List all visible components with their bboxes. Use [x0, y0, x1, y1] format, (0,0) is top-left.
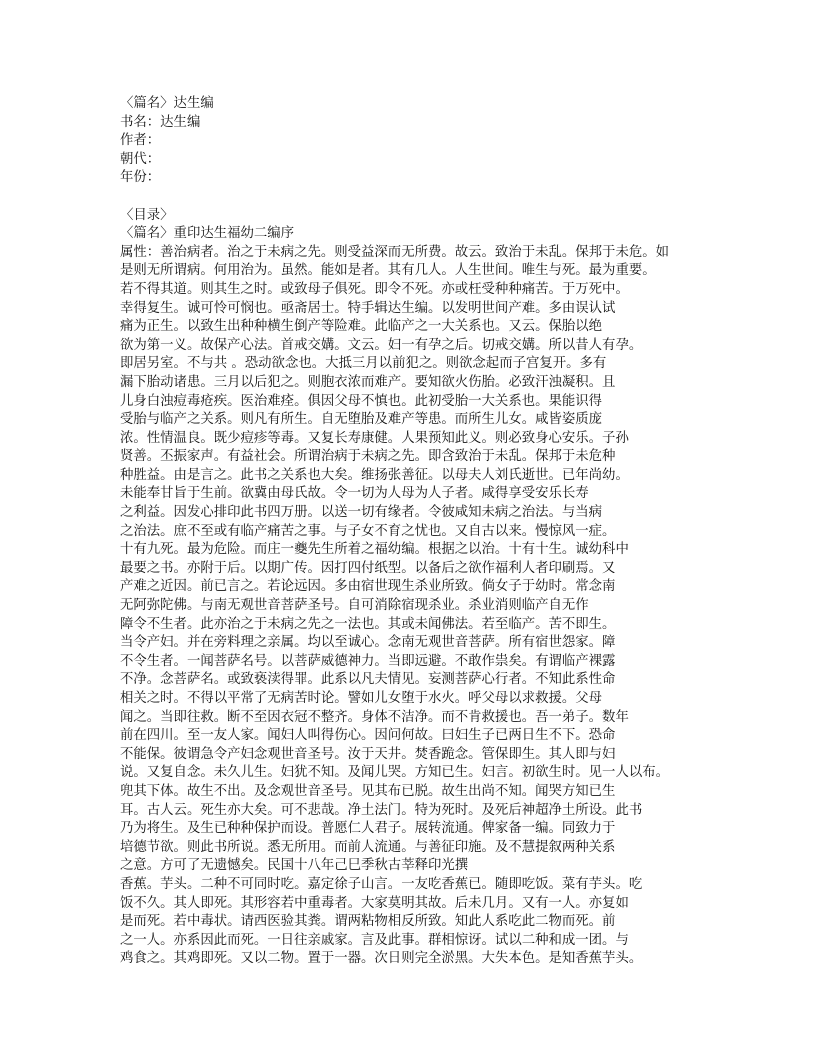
body-line: 无阿弥陀佛。与南无观世音菩萨圣号。自可消除宿现杀业。杀业消则临产自无作 [120, 598, 589, 614]
dynasty-field: 朝代： [120, 151, 161, 167]
book-name: 书名：达生编 [120, 114, 201, 130]
body-line: 最要之书。亦附于后。以期广传。因打四付纸型。以备后之欲作福利人者印刷焉。又 [120, 560, 616, 576]
body-line: 是则无所谓病。何用治为。虽然。能如是者。其有几人。人生世间。唯生与死。最为重要。 [120, 263, 656, 279]
body-line: 不净。念菩萨名。或致亵渎得罪。此系以凡夫情见。妄测菩萨心行者。不知此系性命 [120, 672, 616, 688]
body-line: 即居另室。不与共 。恐动欲念也。大抵三月以前犯之。则欲念起而子宫复开。多有 [120, 356, 607, 372]
year-field: 年份： [120, 170, 161, 186]
body-line: 饭不久。其人即死。其形容若中重毒者。大家莫明其故。后未几月。又有一人。亦复如 [120, 895, 629, 911]
body-line: 障令不生者。此亦治之于未病之先之一法也。其或未闻佛法。若至临产。苦不即生。 [120, 616, 616, 632]
body-line: 培德节欲。则此书所说。悉无所用。而前人流通。与善征印施。及不慧提叙两种关系 [120, 839, 616, 855]
body-line: 当令产妇。并在旁料理之亲属。均以至诚心。念南无观世音菩萨。所有宿世怨家。障 [120, 635, 616, 651]
body-line: 幸得复生。诚可怜可悯也。亟斋居士。特手辑达生编。以发明世间产难。多由误认试 [120, 300, 616, 316]
body-line: 欲为第一义。故保产心法。首戒交媾。文云。妇一有孕之后。切戒交媾。所以昔人有孕。 [120, 337, 643, 353]
body-line: 儿身白浊痘毒疮疾。医治难痊。俱因父母不慎也。此初受胎一大关系也。果能识得 [120, 393, 603, 409]
body-line: 乃为将生。及生已种种保护而设。普愿仁人君子。展转流通。俾家备一编。同致力于 [120, 821, 616, 837]
body-line: 兜其下体。故生不出。及念观世音圣号。见其布已脱。故生出尚不知。闻哭方知已生 [120, 783, 616, 799]
document-page [120, 95, 680, 969]
body-line: 漏下胎动诸患。三月以后犯之。则胞衣浓而难产。要知欲火伤胎。必致汗浊凝积。且 [120, 374, 616, 390]
body-line: 香蕉。芋头。二种不可同时吃。嘉定徐子山言。一友吃香蕉已。随即吃饭。菜有芋头。吃 [120, 876, 643, 892]
body-line: 属性：善治病者。治之于未病之先。则受益深而无所费。故云。致治于未乱。保邦于未危。如 [120, 244, 670, 260]
body-line: 之一人。亦系因此而死。一日往亲戚家。言及此事。群相惊讶。试以二种和成一团。与 [120, 932, 629, 948]
author-field: 作者： [120, 133, 161, 149]
body-line: 贤善。丕振家声。有益社会。所谓治病于未病之先。即含致治于未乱。保邦于未危种 [120, 449, 616, 465]
body-line: 受胎与临产之关系。则凡有所生。自无堕胎及难产等患。而所生儿女。咸皆姿质庞 [120, 412, 603, 428]
body-line: 之利益。因发心排印此书四万册。以送一切有缘者。令彼咸知未病之治法。与当病 [120, 505, 603, 521]
body-line: 未能奉甘旨于生前。欲冀由母氏故。令一切为人母为人子者。咸得享受安乐长寿 [120, 486, 589, 502]
body-line: 十有九死。最为危险。而庄一夔先生所着之福幼编。根据之以治。十有十生。诚幼科中 [120, 542, 629, 558]
body-line: 之治法。庶不至或有临产痛苦之事。与子女不育之忧也。又自古以来。慢惊风一症。 [120, 523, 616, 539]
body-line: 种胜益。由是言之。此书之关系也大矣。维扬张善征。以母夫人刘氏逝世。已年尚幼。 [120, 467, 629, 483]
body-text [120, 244, 680, 969]
body-line: 不令生者。一闻菩萨名号。以菩萨威德神力。当即远避。不敢作祟矣。有谓临产裸露 [120, 653, 616, 669]
body-line: 之意。方可了无遗憾矣。民国十八年己巳季秋古莘释印光撰 [120, 858, 469, 874]
body-line: 是而死。若中毒状。请西医验其粪。谓两粘物相反所致。知此人系吃此二物而死。前 [120, 914, 616, 930]
body-line: 痛为正生。以致生出种种横生倒产等险难。此临产之一大关系也。又云。保胎以绝 [120, 319, 603, 335]
body-line: 浓。性情温良。既少痘疹等毒。又复长寿康健。人果预知此义。则必致身心安乐。子孙 [120, 430, 629, 446]
body-line: 闻之。当即往救。断不至因衣冠不整齐。身体不洁净。而不肯救援也。吾一弟子。数年 [120, 709, 629, 725]
body-line: 产难之近因。前已言之。若论远因。多由宿世现生杀业所致。倘女子于幼时。常念南 [120, 579, 616, 595]
chapter-title: 〈篇名〉达生编 [120, 96, 214, 111]
body-line: 说。又复自念。未久儿生。妇犹不知。及闻儿哭。方知已生。妇言。初欲生时。见一人以布。 [120, 765, 670, 781]
toc-chapter-title: 〈篇名〉重印达生福幼二编序 [120, 226, 295, 242]
toc-label: 〈目录〉 [120, 207, 174, 223]
body-line: 鸡食之。其鸡即死。又以二物。置于一器。次日则完全淤黑。大失本色。是知香蕉芋头。 [120, 951, 643, 967]
body-line: 相关之时。不得以平常了无病苦时论。譬如儿女堕于水火。呼父母以求救援。父母 [120, 691, 603, 706]
body-line: 若不得其道。则其生之时。或致母子俱死。即令不死。亦或枉受种种痛苦。于万死中。 [120, 281, 629, 297]
body-line: 耳。古人云。死生亦大矣。可不悲哉。净土法门。特为死时。及死后神超净土所设。此书 [120, 802, 643, 818]
body-line: 不能保。彼谓急令产妇念观世音圣号。汝于天井。焚香跪念。管保即生。其人即与妇 [120, 746, 616, 762]
spacer [120, 188, 680, 207]
body-line: 前在四川。至一友人家。闻妇人叫得伤心。因问何故。曰妇生子已两日生不下。恐命 [120, 728, 616, 744]
